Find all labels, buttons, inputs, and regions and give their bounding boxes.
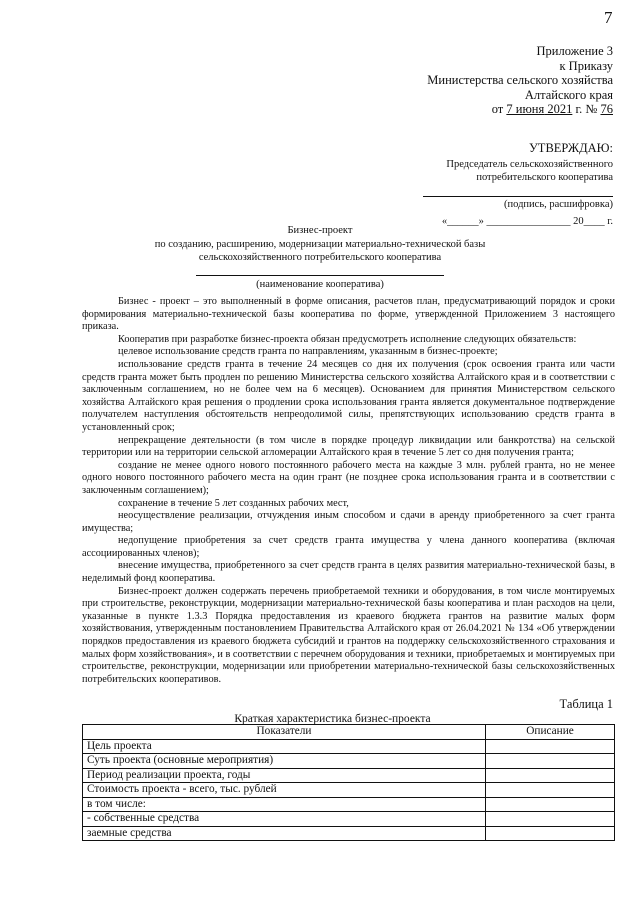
table-row bbox=[83, 812, 615, 827]
paragraph: использование средств гранта в течение 24 месяцев со дня их получения (срок освоения гранта или части средств гранта может быть продлен по решению Министерства сельского хозяйства Алтайского края и в соответствии с заключенным соглашением, но не более чем на 6 месяцев). Основанием для принятия Министерством сельского хозяйства Алтайского края решения о продлении срока использования гранта является документальное подтверждение получателем наступления обстоятельств непреодолимой силы, препятствующих использованию средств гранта в установленный срок; bbox=[82, 358, 615, 433]
column-header: Показатели bbox=[83, 725, 486, 740]
indicator-cell: - собственные средства bbox=[83, 812, 486, 827]
paragraph: Кооператив при разработке бизнес-проекта обязан предусмотреть исполнение следующих обязательств: bbox=[118, 333, 577, 345]
description-cell[interactable] bbox=[486, 826, 615, 841]
indicator-cell: Цель проекта bbox=[83, 739, 486, 754]
appendix-line: к Приказу bbox=[559, 58, 613, 73]
date-prefix: от bbox=[491, 102, 507, 116]
title-line: по созданию, расширению, модернизации материально-технической базы bbox=[154, 238, 486, 250]
indicator-cell: Стоимость проекта - всего, тыс. рублей bbox=[83, 783, 486, 798]
table-row bbox=[83, 768, 615, 783]
signature-line bbox=[423, 196, 613, 197]
description-cell[interactable] bbox=[486, 812, 615, 827]
paragraph: сохранение в течение 5 лет созданных рабочих мест, bbox=[118, 497, 349, 509]
table-row bbox=[83, 826, 615, 841]
paragraph: неосуществление реализации, отчуждения иным способом и сдачи в аренду приобретенного за счет гранта имущества; bbox=[82, 510, 615, 534]
appendix-header bbox=[293, 44, 613, 117]
approval-position: Председатель сельскохозяйственного bbox=[446, 159, 613, 170]
table-caption: Краткая характеристика бизнес-проекта bbox=[234, 713, 431, 725]
body-text bbox=[82, 296, 615, 686]
order-date: 7 июня bbox=[506, 102, 545, 116]
indicator-cell: в том числе: bbox=[83, 797, 486, 812]
appendix-line: Алтайского края bbox=[524, 87, 613, 102]
appendix-line: Министерства сельского хозяйства bbox=[427, 73, 613, 87]
indicator-cell: Период реализации проекта, годы bbox=[83, 768, 486, 783]
paragraph: недопущение приобретения за счет средств гранта имущества у члена данного кооператива (включая ассоциированных членов); bbox=[82, 535, 615, 559]
coop-name-line bbox=[196, 275, 444, 276]
title-line: Бизнес-проект bbox=[287, 225, 353, 236]
paragraph: целевое использование средств гранта по направлениям, указанным в бизнес-проекте; bbox=[118, 346, 498, 358]
paragraph: внесение имущества, приобретенного за счет средств гранта в целях развития материально-технической базы, в неделимый фонд кооператива. bbox=[82, 560, 615, 585]
column-header: Описание bbox=[486, 725, 615, 740]
page-number: 7 bbox=[604, 8, 613, 27]
document-title bbox=[60, 224, 580, 291]
project-summary-table bbox=[82, 724, 615, 841]
approval-block bbox=[333, 142, 613, 228]
table-label: Таблица 1 bbox=[559, 697, 613, 711]
date-mid: г. № bbox=[572, 102, 601, 116]
title-line: сельскохозяйственного потребительского кооператива bbox=[198, 252, 442, 263]
description-cell[interactable] bbox=[486, 754, 615, 769]
table-row bbox=[83, 754, 615, 769]
approval-title: УТВЕРЖДАЮ: bbox=[528, 141, 613, 155]
paragraph: Бизнес - проект – это выполненный в форме описания, расчетов план, предусматривающий порядок и сроки формирования материально-технической базы кооператива по форме, утвержденной Приложением 3 настоящего приказа. bbox=[82, 296, 615, 333]
order-number: 76 bbox=[600, 102, 613, 116]
table-row bbox=[83, 739, 615, 754]
paragraph: создание не менее одного нового постоянного рабочего места на каждые 3 млн. рублей гранта, но не менее одного нового постоянного рабочего места на один грант (не позднее срока использования гранта и в соответствии с заключенным соглашением); bbox=[82, 459, 615, 496]
appendix-line: Приложение 3 bbox=[536, 44, 613, 58]
coop-name-label: (наименование кооператива) bbox=[256, 278, 384, 290]
description-cell[interactable] bbox=[486, 783, 615, 798]
order-date-line bbox=[293, 102, 613, 117]
table-row bbox=[83, 783, 615, 798]
description-cell[interactable] bbox=[486, 768, 615, 783]
indicator-cell: заемные средства bbox=[83, 826, 486, 841]
paragraph: непрекращение деятельности (в том числе в порядке процедур ликвидации или банкротства) на сельской территории или на территории сельской агломерации Алтайского края в течение 5 лет со дня получения гранта; bbox=[82, 434, 615, 459]
signature-label: (подпись, расшифровка) bbox=[504, 199, 613, 210]
order-year: 2021 bbox=[544, 102, 573, 116]
table-header-row bbox=[83, 725, 615, 740]
table-row bbox=[83, 797, 615, 812]
paragraph: Бизнес-проект должен содержать перечень приобретаемой техники и оборудования, в том числе монтируемых при строительстве, реконструкции, модернизации материально-технической базы кооператива и план расходов на цели, указанные в пункте 1.3.3 Порядка предоставления из краевого бюджета грантов на развитие малых форм хозяйствования, утвержденным постановлением Правительства Алтайского края от 26.04.2021 № 134 «Об утверждении порядков предоставления из краевого бюджета субсидий и грантов на поддержку сельскохозяйственного страхования и малых форм хозяйствования», и в соответствии с перечнем оборудования и техники, приобретаемых и монтируемых при строительстве, реконструкции, модернизации или приобретении материально-технической базы сельскохозяйственных потребительских кооперативов. bbox=[82, 585, 615, 685]
description-cell[interactable] bbox=[486, 797, 615, 812]
indicator-cell: Суть проекта (основные мероприятия) bbox=[83, 754, 486, 769]
approval-date-template: «______» ________________ 20____ г. bbox=[441, 216, 613, 227]
approval-position: потребительского кооператива bbox=[476, 172, 613, 183]
description-cell[interactable] bbox=[486, 739, 615, 754]
